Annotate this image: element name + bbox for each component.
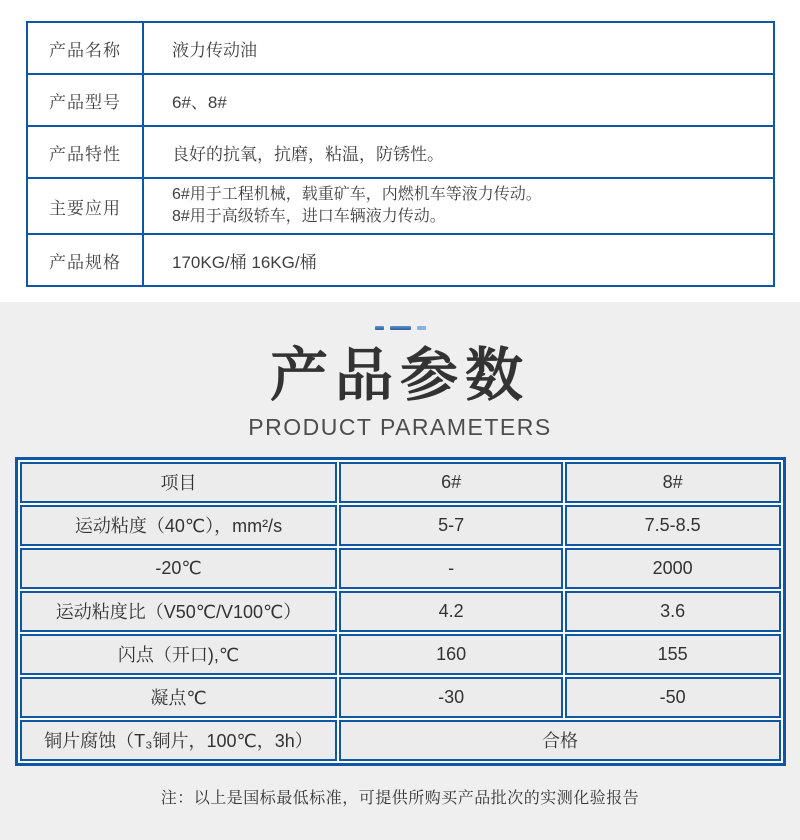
info-value-product-name: 液力传动油: [143, 22, 774, 74]
param-pour-point: 凝点℃: [20, 677, 338, 718]
dash-icon: [417, 326, 426, 330]
table-row: [27, 234, 774, 286]
value-6: -30: [339, 677, 562, 718]
dash-icon: [375, 326, 384, 330]
table-row: [27, 126, 774, 178]
info-label-product-model: 产品型号: [27, 74, 143, 126]
footnote: 注：以上是国标最低标准，可提供所购买产品批次的实测化验报告: [160, 789, 640, 807]
table-header-row: [20, 462, 781, 503]
value-8: -50: [565, 677, 781, 718]
section-title: 产品参数: [269, 343, 530, 408]
value-8: 155: [565, 634, 781, 675]
section-subtitle: PRODUCT PARAMETERS: [248, 413, 552, 440]
value-6: 4.2: [339, 591, 562, 632]
table-row: [20, 720, 781, 761]
table-row: [27, 22, 774, 74]
info-label-product-spec: 产品规格: [27, 234, 143, 286]
info-value-product-spec: 170KG/桶 16KG/桶: [143, 234, 774, 286]
application-line-1: 6#用于工程机械，载重矿车，内燃机车等液力传动。: [172, 185, 542, 203]
value-8: 3.6: [565, 591, 781, 632]
info-label-product-name: 产品名称: [27, 22, 143, 74]
param-viscosity-ratio: 运动粘度比（V50℃/V100℃）: [20, 591, 338, 632]
table-row: [20, 548, 781, 589]
table-row: [27, 74, 774, 126]
value-8: 2000: [565, 548, 781, 589]
header-grade-6: 6#: [339, 462, 562, 503]
param-copper-corrosion: 铜片腐蚀（T₃铜片，100℃，3h）: [20, 720, 338, 761]
table-row: [20, 591, 781, 632]
header-item: 项目: [20, 462, 338, 503]
param-minus-20c: -20℃: [20, 548, 338, 589]
info-label-main-application: 主要应用: [27, 178, 143, 234]
table-row: [20, 634, 781, 675]
product-info-table: [26, 21, 775, 287]
dash-icon: [390, 326, 411, 330]
product-info-section: [0, 0, 800, 302]
param-kinematic-viscosity: 运动粘度（40℃），mm²/s: [20, 505, 338, 546]
table-row: [20, 505, 781, 546]
info-value-product-model: 6#、8#: [143, 74, 774, 126]
parameters-table: [15, 457, 786, 766]
title-dash-decoration: [0, 325, 800, 331]
info-label-product-features: 产品特性: [27, 126, 143, 178]
info-value-main-application: [143, 178, 774, 234]
value-6: 5-7: [339, 505, 562, 546]
table-row: [20, 677, 781, 718]
header-grade-8: 8#: [565, 462, 781, 503]
param-flash-point: 闪点（开口),℃: [20, 634, 338, 675]
table-row: [27, 178, 774, 234]
value-8: 7.5-8.5: [565, 505, 781, 546]
application-line-2: 8#用于高级轿车，进口车辆液力传动。: [172, 208, 446, 225]
info-value-product-features: 良好的抗氧，抗磨，粘温，防锈性。: [143, 126, 774, 178]
value-6: 160: [339, 634, 562, 675]
value-6: -: [339, 548, 562, 589]
product-parameters-section: [0, 302, 800, 840]
value-merged: 合格: [339, 720, 780, 761]
